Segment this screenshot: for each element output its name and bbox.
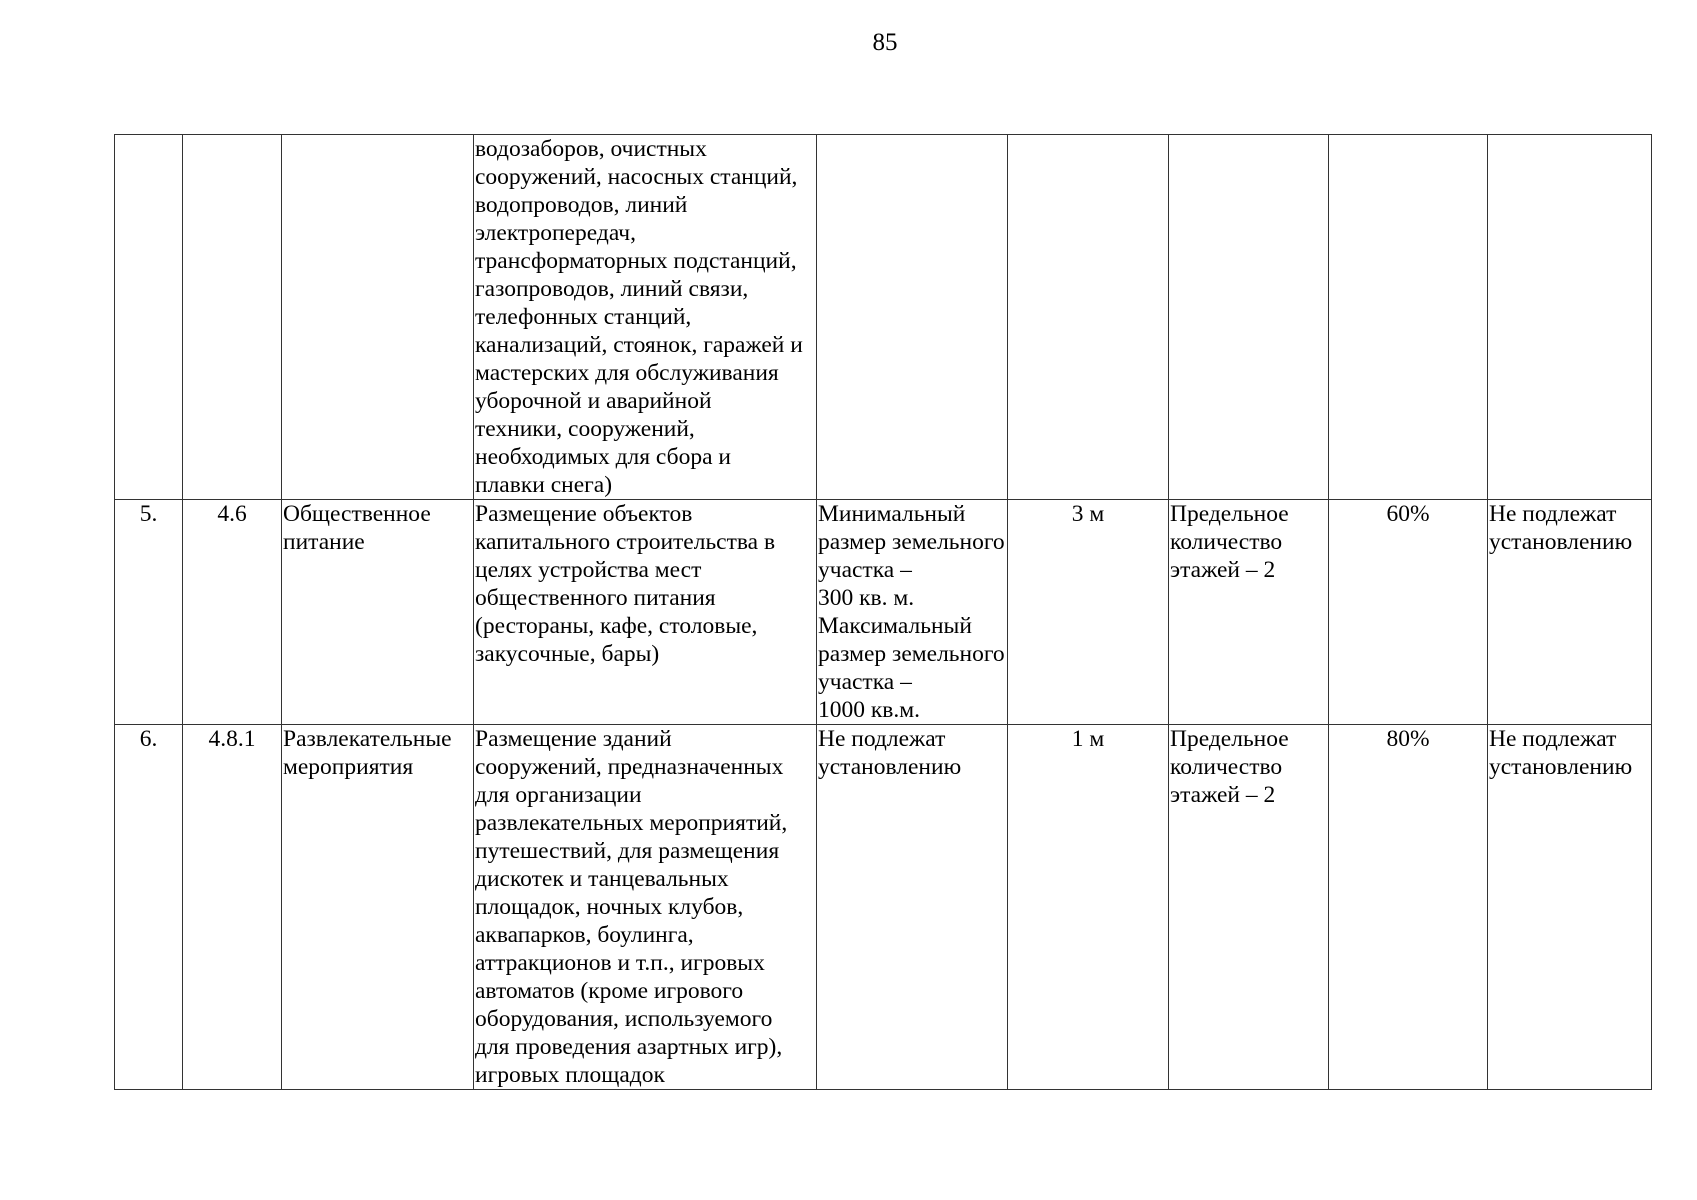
table-row [115, 500, 1652, 725]
row-number-cell [115, 135, 183, 500]
other-params-cell [1488, 135, 1652, 500]
row-number-cell: 5. [115, 500, 183, 725]
coverage-cell: 80% [1329, 725, 1488, 1090]
floors-cell: Предельное количество этажей – 2 [1169, 500, 1329, 725]
plot-size-cell: Не подлежат установлению [817, 725, 1008, 1090]
setback-cell [1008, 135, 1169, 500]
other-params-cell: Не подлежат установлению [1488, 725, 1652, 1090]
coverage-cell [1329, 135, 1488, 500]
use-description-cell: Размещение объектов капитального строительства в целях устройства мест общественного питания (рестораны, кафе, столовые, закусочные, бары) [474, 500, 817, 725]
land-use-table [114, 134, 1652, 1090]
table-row [115, 725, 1652, 1090]
plot-size-cell: Минимальный размер земельного участка – 300 кв. м. Максимальный размер земельного участка – 1000 кв.м. [817, 500, 1008, 725]
other-params-cell: Не подлежат установлению [1488, 500, 1652, 725]
use-name-cell: Развлекательные мероприятия [282, 725, 474, 1090]
use-code-cell: 4.8.1 [183, 725, 282, 1090]
use-name-cell [282, 135, 474, 500]
setback-cell: 1 м [1008, 725, 1169, 1090]
use-code-cell: 4.6 [183, 500, 282, 725]
use-description-cell: водозаборов, очистных сооружений, насосных станций, водопроводов, линий электропередач, трансформаторных подстанций, газопроводов, линий связи, телефонных станций, канализаций, стоянок, гаражей и мастерских для обслуживания уборочной и аварийной техники, сооружений, необходимых для сбора и плавки снега) [474, 135, 817, 500]
row-number-cell: 6. [115, 725, 183, 1090]
use-name-cell: Общественное питание [282, 500, 474, 725]
plot-size-cell [817, 135, 1008, 500]
floors-cell [1169, 135, 1329, 500]
table-row [115, 135, 1652, 500]
use-description-cell: Размещение зданий сооружений, предназначенных для организации развлекательных мероприятий, путешествий, для размещения дискотек и танцевальных площадок, ночных клубов, аквапарков, боулинга, аттракционов и т.п., игровых автоматов (кроме игрового оборудования, используемого для проведения азартных игр), игровых площадок [474, 725, 817, 1090]
setback-cell: 3 м [1008, 500, 1169, 725]
page-number: 85 [872, 29, 898, 56]
use-code-cell [183, 135, 282, 500]
coverage-cell: 60% [1329, 500, 1488, 725]
floors-cell: Предельное количество этажей – 2 [1169, 725, 1329, 1090]
